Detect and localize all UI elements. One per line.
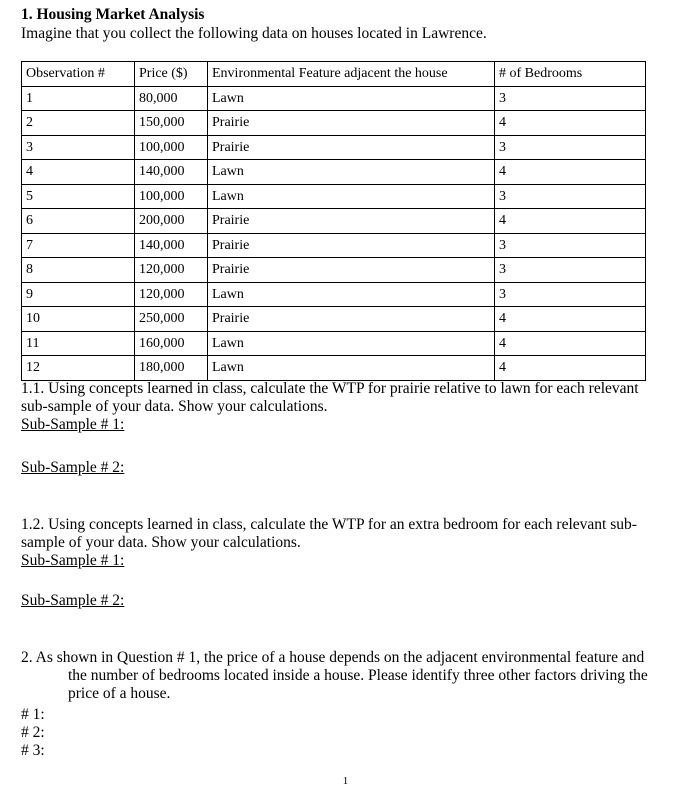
cell-bedrooms: 3 bbox=[495, 258, 646, 283]
cell-bedrooms: 3 bbox=[495, 282, 646, 307]
cell-price: 120,000 bbox=[135, 282, 208, 307]
cell-feature: Prairie bbox=[208, 233, 495, 258]
cell-feature: Prairie bbox=[208, 307, 495, 332]
cell-feature: Lawn bbox=[208, 86, 495, 111]
cell-observation: 8 bbox=[22, 258, 135, 283]
cell-observation: 7 bbox=[22, 233, 135, 258]
table-row bbox=[22, 111, 646, 136]
cell-observation: 4 bbox=[22, 160, 135, 185]
factor-2-label: # 2: bbox=[21, 724, 45, 741]
cell-observation: 3 bbox=[22, 135, 135, 160]
cell-bedrooms: 4 bbox=[495, 307, 646, 332]
cell-bedrooms: 3 bbox=[495, 86, 646, 111]
cell-feature: Lawn bbox=[208, 160, 495, 185]
q12-sub-sample-1: Sub-Sample # 1: bbox=[21, 552, 125, 569]
question-1-1-text: 1.1. Using concepts learned in class, calculate the WTP for prairie relative to lawn for each relevant sub-sample of your data. Show your calculations. bbox=[21, 380, 639, 415]
table-row bbox=[22, 160, 646, 185]
cell-feature: Lawn bbox=[208, 331, 495, 356]
q11-sub-sample-1: Sub-Sample # 1: bbox=[21, 416, 125, 433]
q11-sub-sample-2: Sub-Sample # 2: bbox=[21, 459, 125, 476]
factor-3-label: # 3: bbox=[21, 742, 45, 759]
cell-observation: 5 bbox=[22, 184, 135, 209]
cell-bedrooms: 4 bbox=[495, 160, 646, 185]
cell-observation: 1 bbox=[22, 86, 135, 111]
cell-bedrooms: 4 bbox=[495, 356, 646, 381]
housing-data-table bbox=[21, 61, 646, 381]
section-heading: 1. Housing Market Analysis bbox=[21, 6, 205, 23]
cell-feature: Prairie bbox=[208, 209, 495, 234]
cell-observation: 2 bbox=[22, 111, 135, 136]
cell-price: 180,000 bbox=[135, 356, 208, 381]
page-number: 1 bbox=[342, 775, 349, 787]
cell-bedrooms: 3 bbox=[495, 184, 646, 209]
table-header-row bbox=[22, 62, 646, 87]
question-1-2 bbox=[21, 516, 661, 570]
cell-bedrooms: 4 bbox=[495, 209, 646, 234]
cell-feature: Lawn bbox=[208, 282, 495, 307]
cell-bedrooms: 3 bbox=[495, 233, 646, 258]
question-1-2-text: 1.2. Using concepts learned in class, calculate the WTP for an extra bedroom for each relevant sub-sample of your data. Show your calculations. bbox=[21, 516, 637, 551]
cell-price: 120,000 bbox=[135, 258, 208, 283]
table-row bbox=[22, 307, 646, 332]
table-row bbox=[22, 282, 646, 307]
table-row bbox=[22, 331, 646, 356]
cell-bedrooms: 3 bbox=[495, 135, 646, 160]
table-row bbox=[22, 209, 646, 234]
cell-price: 150,000 bbox=[135, 111, 208, 136]
cell-price: 80,000 bbox=[135, 86, 208, 111]
cell-observation: 12 bbox=[22, 356, 135, 381]
table-row bbox=[22, 258, 646, 283]
cell-price: 250,000 bbox=[135, 307, 208, 332]
cell-observation: 11 bbox=[22, 331, 135, 356]
header-price: Price ($) bbox=[135, 62, 208, 87]
table-row bbox=[22, 233, 646, 258]
q12-sub-sample-2: Sub-Sample # 2: bbox=[21, 592, 125, 609]
cell-feature: Lawn bbox=[208, 356, 495, 381]
factor-1-label: # 1: bbox=[21, 706, 45, 723]
cell-observation: 9 bbox=[22, 282, 135, 307]
cell-bedrooms: 4 bbox=[495, 331, 646, 356]
table-row bbox=[22, 135, 646, 160]
cell-price: 200,000 bbox=[135, 209, 208, 234]
cell-observation: 10 bbox=[22, 307, 135, 332]
cell-price: 160,000 bbox=[135, 331, 208, 356]
question-2 bbox=[21, 649, 661, 760]
cell-price: 100,000 bbox=[135, 135, 208, 160]
cell-feature: Lawn bbox=[208, 184, 495, 209]
cell-price: 140,000 bbox=[135, 160, 208, 185]
cell-feature: Prairie bbox=[208, 135, 495, 160]
header-observation: Observation # bbox=[22, 62, 135, 87]
cell-observation: 6 bbox=[22, 209, 135, 234]
cell-feature: Prairie bbox=[208, 258, 495, 283]
question-2-text: 2. As shown in Question # 1, the price of a house depends on the adjacent environmental feature and the number of bedrooms located inside a house. Please identify three other factors driving the price of a house. bbox=[21, 649, 648, 702]
header-bedrooms: # of Bedrooms bbox=[495, 62, 646, 87]
intro-text: Imagine that you collect the following data on houses located in Lawrence. bbox=[21, 25, 487, 42]
table-row bbox=[22, 86, 646, 111]
header-feature: Environmental Feature adjacent the house bbox=[208, 62, 495, 87]
table-row bbox=[22, 184, 646, 209]
question-1-1 bbox=[21, 380, 661, 434]
cell-bedrooms: 4 bbox=[495, 111, 646, 136]
cell-price: 100,000 bbox=[135, 184, 208, 209]
cell-price: 140,000 bbox=[135, 233, 208, 258]
table-row bbox=[22, 356, 646, 381]
cell-feature: Prairie bbox=[208, 111, 495, 136]
